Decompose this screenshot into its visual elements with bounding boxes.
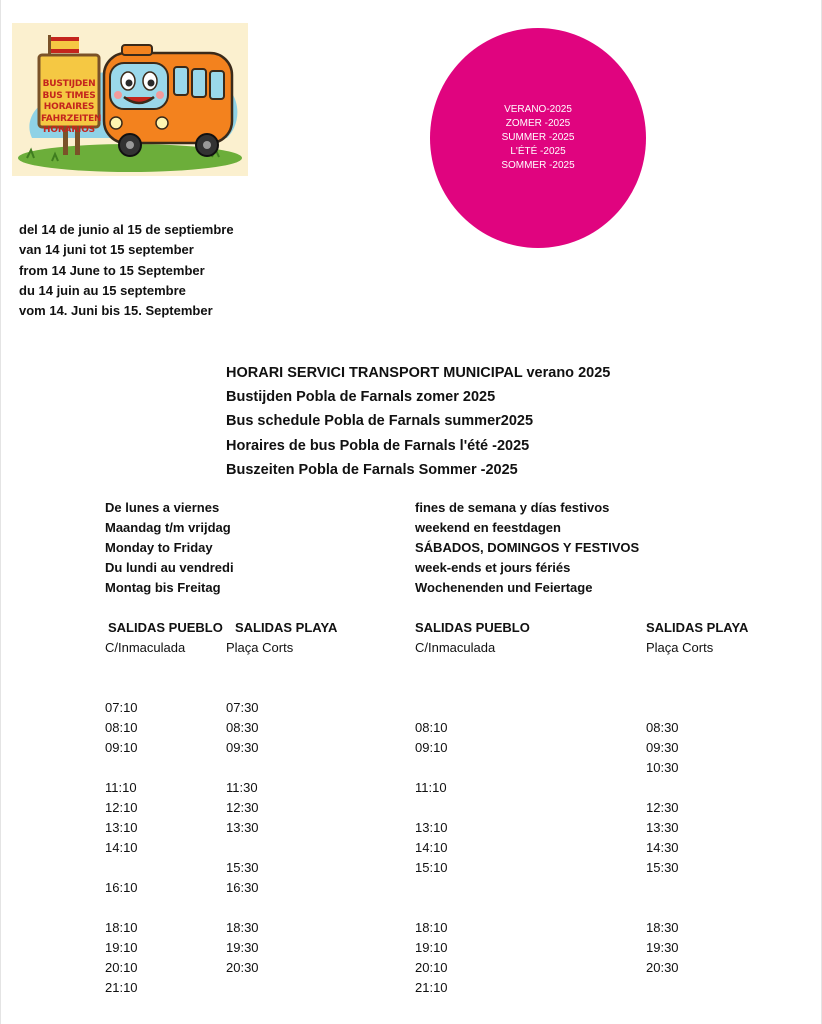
- logo-line: HORARIOS: [43, 125, 95, 135]
- departure-time: [646, 978, 679, 998]
- departure-time: 13:30: [226, 820, 259, 835]
- departure-time: 19:30: [226, 940, 259, 955]
- weekend-labels: [415, 498, 639, 598]
- departure-time: 07:10: [105, 700, 138, 715]
- departure-time: 19:10: [105, 940, 138, 955]
- weekday-playa-header: SALIDAS PLAYA: [235, 620, 338, 635]
- departure-time: [226, 978, 259, 998]
- logo-line: FAHRZEITEN: [41, 113, 102, 124]
- season-line: SUMMER -2025: [501, 132, 575, 143]
- weekend-playa-stop: Plaça Corts: [646, 640, 714, 655]
- weekend-label: Wochenenden und Feiertage: [415, 580, 593, 595]
- weekday-pueblo-stop: C/Inmaculada: [105, 640, 186, 655]
- departure-time: 12:30: [646, 800, 679, 815]
- departure-time: 13:10: [415, 820, 448, 835]
- departure-time: 16:10: [105, 880, 138, 895]
- departure-time: 15:10: [415, 860, 448, 875]
- departure-time: [105, 898, 138, 918]
- departure-time: 08:10: [415, 720, 448, 735]
- weekend-label: SÁBADOS, DOMINGOS Y FESTIVOS: [415, 540, 640, 555]
- departure-time: [646, 898, 679, 918]
- season-line: L'ÉTÉ -2025: [510, 146, 566, 157]
- weekday-pueblo-times: [105, 698, 138, 998]
- weekend-label: fines de semana y días festivos: [415, 500, 610, 515]
- departure-time: [415, 698, 448, 718]
- departure-time: 09:30: [226, 740, 259, 755]
- logo-line: BUS TIMES: [42, 90, 96, 101]
- departure-time: [226, 898, 259, 918]
- weekday-playa-times: [226, 698, 259, 998]
- validity-dates: [19, 220, 234, 321]
- weekday-label: Monday to Friday: [105, 540, 213, 555]
- departure-time: 20:10: [415, 960, 448, 975]
- departure-time: 12:30: [226, 800, 259, 815]
- departure-time: 11:10: [415, 780, 447, 795]
- date-line: del 14 de junio al 15 de septiembre: [19, 222, 234, 237]
- season-badge: [430, 28, 646, 248]
- departure-time: 08:30: [226, 720, 259, 735]
- bus-times-logo: [12, 23, 248, 176]
- season-line: SOMMER -2025: [501, 160, 575, 171]
- departure-time: 18:30: [226, 920, 259, 935]
- date-line: van 14 juni tot 15 september: [19, 242, 194, 258]
- departure-time: 18:30: [646, 920, 679, 935]
- date-line: from 14 June to 15 September: [19, 262, 205, 278]
- weekend-label: weekend en feestdagen: [415, 520, 561, 535]
- weekday-playa-stop: Plaça Corts: [226, 640, 294, 655]
- departure-time: 18:10: [105, 920, 138, 935]
- departure-time: [646, 698, 679, 718]
- season-line: ZOMER -2025: [505, 118, 571, 129]
- departure-time: [415, 798, 448, 818]
- departure-time: 15:30: [646, 860, 679, 875]
- departure-time: 08:10: [105, 720, 138, 735]
- logo-line: HORAIRES: [43, 102, 95, 112]
- departure-time: 11:30: [226, 780, 258, 795]
- departure-time: 12:10: [105, 800, 138, 815]
- departure-time: [226, 838, 259, 858]
- departure-time: [646, 878, 679, 898]
- weekend-pueblo-header: SALIDAS PUEBLO: [415, 620, 530, 635]
- weekend-playa-header: SALIDAS PLAYA: [646, 620, 749, 635]
- departure-time: 19:30: [646, 940, 679, 955]
- departure-time: 21:10: [415, 980, 448, 995]
- departure-time: 13:30: [646, 820, 679, 835]
- departure-time: 07:30: [226, 700, 259, 715]
- departure-time: 09:10: [415, 740, 448, 755]
- departure-time: 18:10: [415, 920, 448, 935]
- departure-time: 20:30: [646, 960, 679, 975]
- departure-time: [415, 758, 448, 778]
- season-line: VERANO-2025: [504, 104, 572, 115]
- departure-time: [415, 878, 448, 898]
- title-line: Bustijden Pobla de Farnals zomer 2025: [226, 389, 496, 406]
- departure-time: 10:30: [646, 760, 679, 775]
- departure-time: 15:30: [226, 860, 259, 875]
- departure-time: 14:30: [646, 840, 679, 855]
- weekday-pueblo-header: SALIDAS PUEBLO: [108, 620, 223, 635]
- weekend-pueblo-stop: C/Inmaculada: [415, 640, 496, 655]
- weekend-playa-times: [646, 698, 679, 998]
- schedule-titles: [226, 361, 610, 482]
- departure-time: [105, 758, 138, 778]
- weekday-labels: [105, 498, 234, 598]
- title-line: HORARI SERVICI TRANSPORT MUNICIPAL verano 2025: [226, 365, 611, 381]
- departure-time: [105, 858, 138, 878]
- page-edge-left: [0, 0, 1, 1024]
- weekday-label: Montag bis Freitag: [105, 580, 221, 595]
- departure-time: [415, 898, 448, 918]
- weekday-label: Du lundi au vendredi: [105, 560, 234, 575]
- departure-time: [646, 778, 679, 798]
- departure-time: 19:10: [415, 940, 448, 955]
- departure-time: 20:10: [105, 960, 138, 975]
- logo-line: BUSTIJDEN: [42, 79, 96, 89]
- departure-time: 11:10: [105, 780, 137, 795]
- departure-time: 16:30: [226, 880, 259, 895]
- title-line: Buszeiten Pobla de Farnals Sommer -2025: [226, 461, 518, 478]
- departure-time: [226, 758, 259, 778]
- weekend-pueblo-times: [415, 698, 448, 998]
- departure-time: 09:10: [105, 740, 138, 755]
- departure-time: 20:30: [226, 960, 259, 975]
- departure-time: 14:10: [105, 840, 138, 855]
- weekday-label: De lunes a viernes: [105, 500, 220, 515]
- departure-time: 21:10: [105, 980, 138, 995]
- departure-time: 08:30: [646, 720, 679, 735]
- date-line: vom 14. Juni bis 15. September: [19, 303, 213, 319]
- title-line: Horaires de bus Pobla de Farnals l'été -2025: [226, 437, 530, 454]
- weekday-label: Maandag t/m vrijdag: [105, 520, 231, 535]
- logo-sign-text: [41, 79, 102, 137]
- departure-time: 09:30: [646, 740, 679, 755]
- departure-time: 13:10: [105, 820, 138, 835]
- date-line: du 14 juin au 15 septembre: [19, 282, 186, 298]
- title-line: Bus schedule Pobla de Farnals summer2025: [226, 413, 534, 430]
- departure-time: 14:10: [415, 840, 448, 855]
- weekend-label: week-ends et jours fériés: [415, 560, 571, 575]
